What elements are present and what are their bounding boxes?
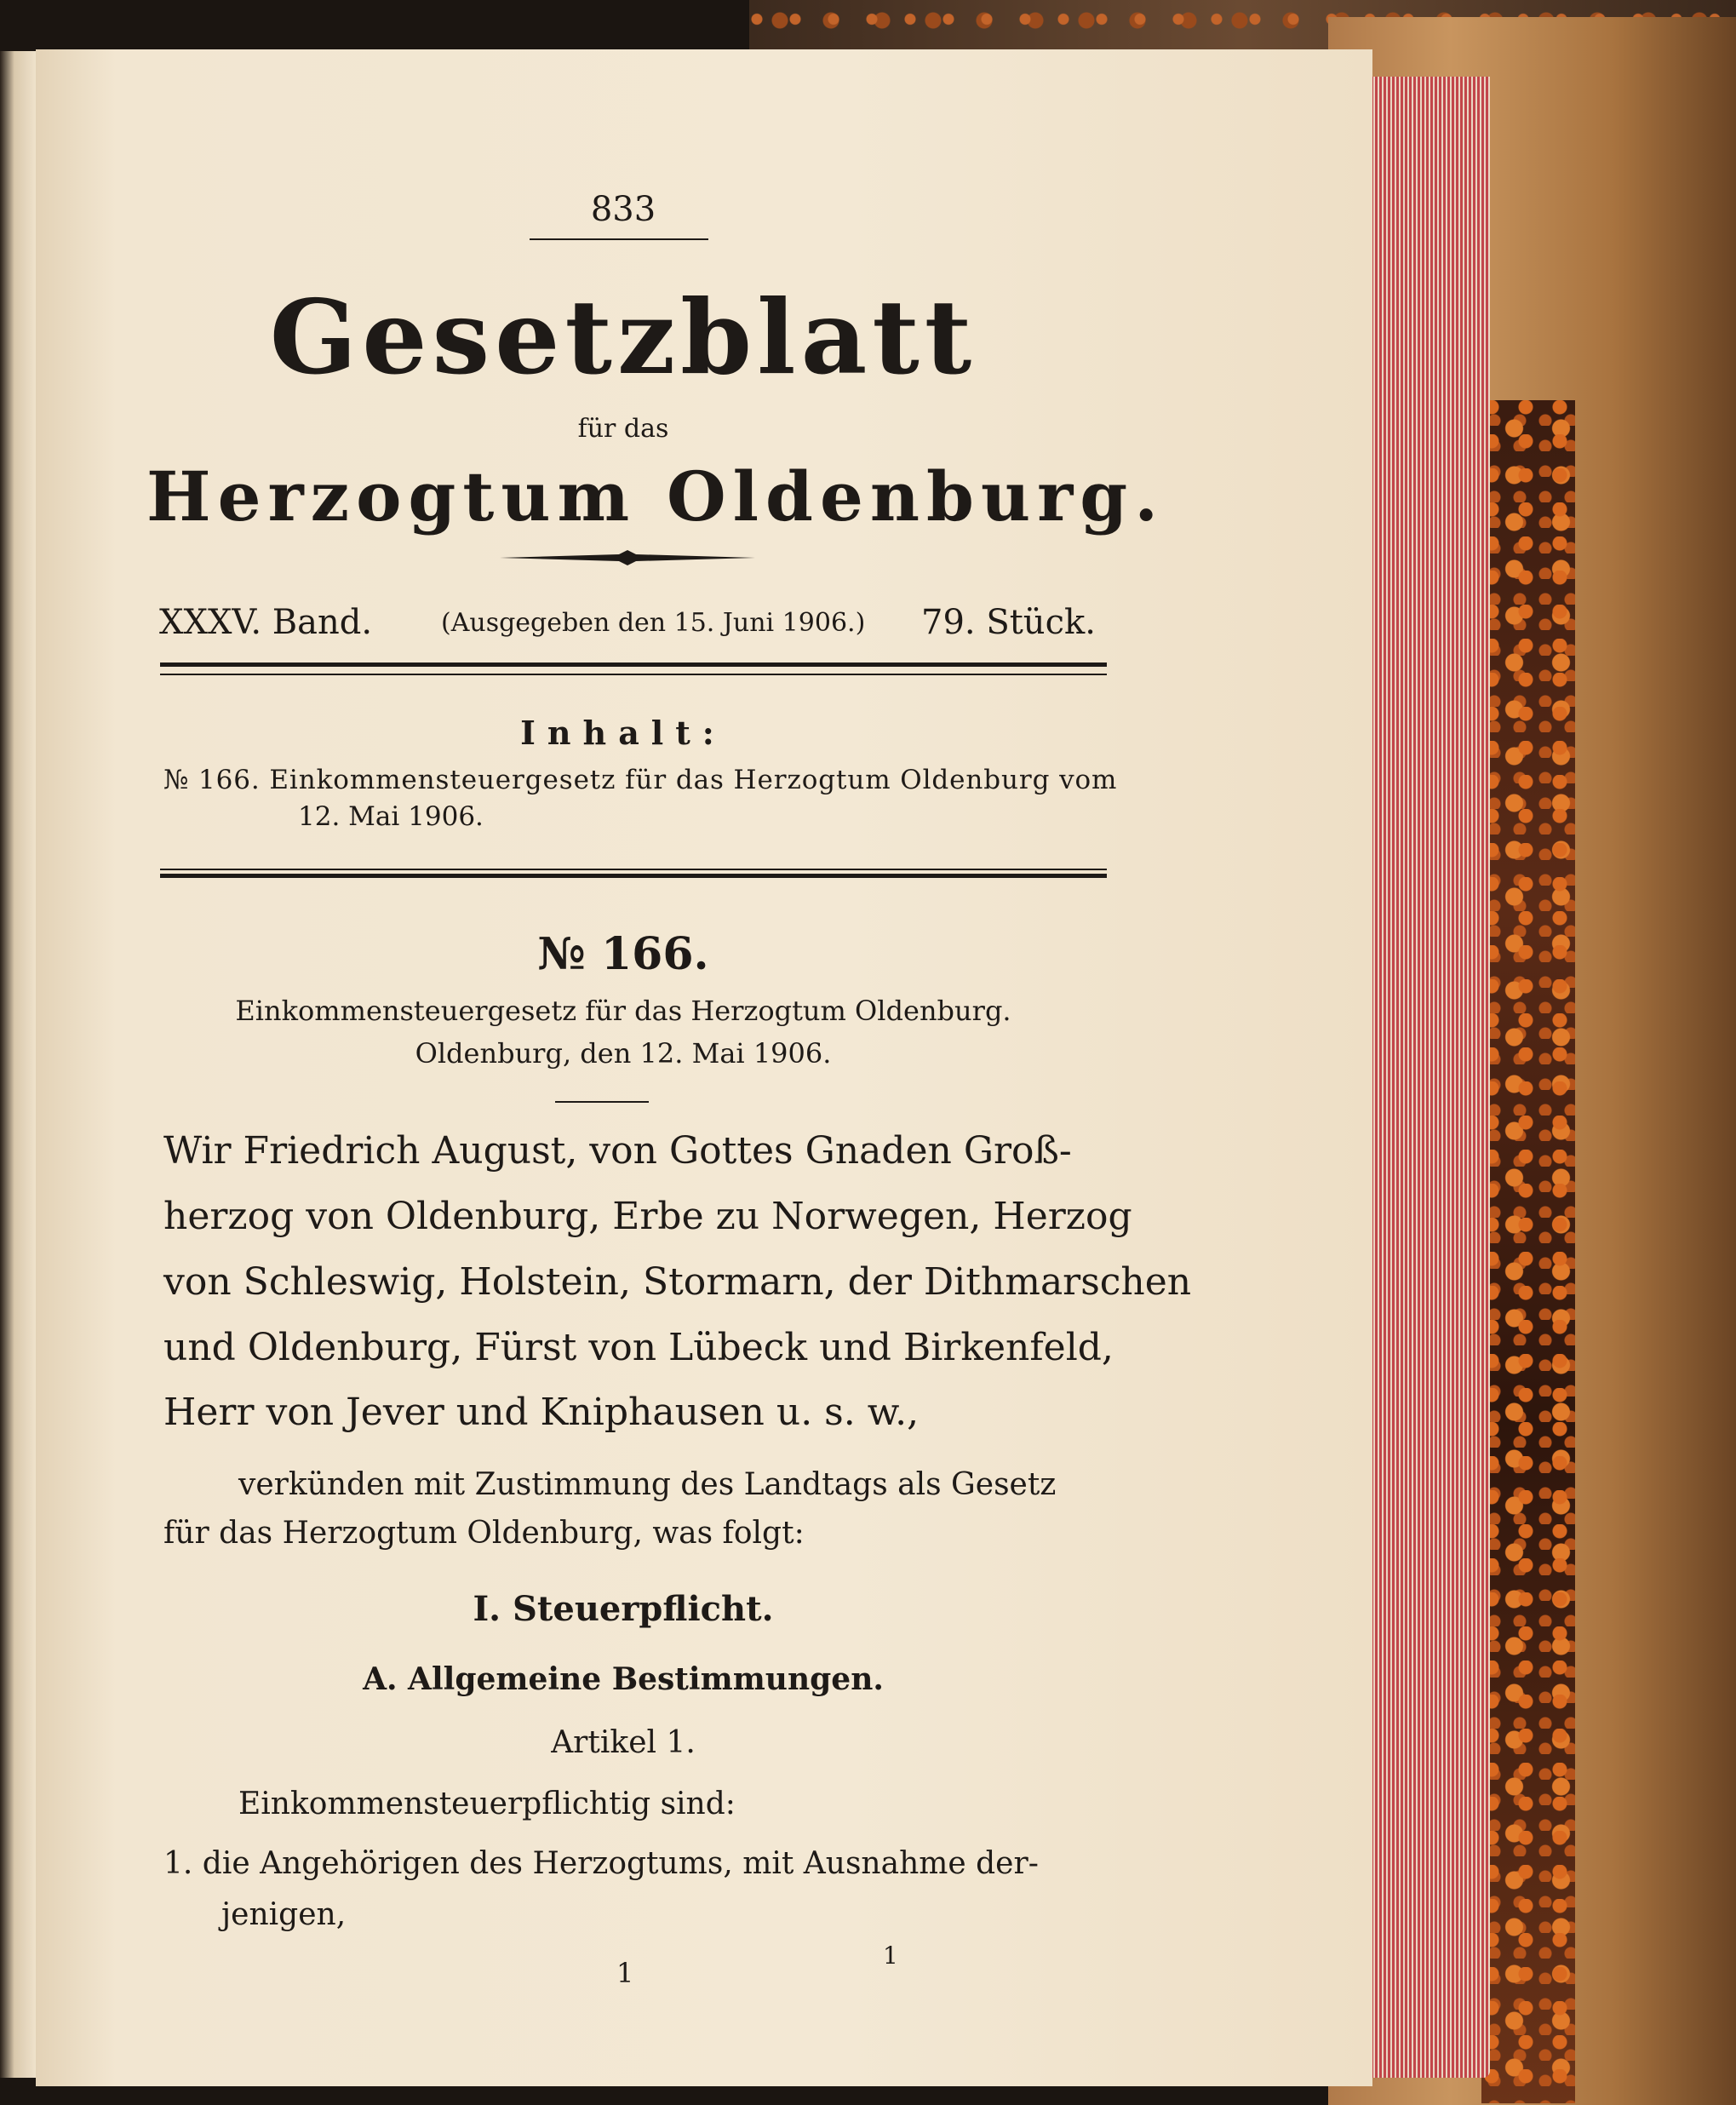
article-intro: Einkommensteuerpflichtig sind: <box>238 1787 736 1821</box>
previous-page-edge <box>0 51 36 2078</box>
contents-rule-thin <box>160 869 1107 870</box>
item1-line2: jenigen, <box>221 1897 347 1932</box>
article-heading: Artikel 1. <box>551 1725 696 1760</box>
preamble-line4: und Oldenburg, Fürst von Lübeck und Birkenfeld, <box>163 1326 1114 1369</box>
contents-entry-line2: 12. Mai 1906. <box>298 801 484 832</box>
page <box>36 49 1372 2086</box>
preamble-line3: von Schleswig, Holstein, Stormarn, der Dithmarschen <box>163 1260 1192 1304</box>
subsection-title: A. Allgemeine Bestimmungen. <box>363 1661 884 1697</box>
issue-rule-thin <box>160 674 1107 675</box>
preamble-line5: Herr von Jever und Kniphausen u. s. w., <box>163 1391 920 1434</box>
contents-entry-line1: № 166. Einkommensteuergesetz für das Herzogtum Oldenburg vom <box>163 765 1118 795</box>
issue-rule-thick <box>160 662 1107 667</box>
masthead-territory: Herzogtum Oldenburg. <box>146 456 1166 536</box>
masthead-for-the: für das <box>577 414 669 444</box>
law-place-date: Oldenburg, den 12. Mai 1906. <box>415 1037 832 1070</box>
masthead-title: Gesetzblatt <box>269 278 977 398</box>
page-number: 833 <box>590 190 656 229</box>
item1-line1: 1. die Angehörigen des Herzogtums, mit Ausnahme der- <box>163 1846 1039 1881</box>
preamble-line2: herzog von Oldenburg, Erbe zu Norwegen, Herzog <box>163 1195 1132 1238</box>
law-short-rule <box>555 1101 649 1103</box>
issue-date: (Ausgegeben den 15. Juni 1906.) <box>441 608 866 638</box>
page-number-rule <box>530 238 708 240</box>
page-edges <box>1362 77 1490 2078</box>
marbled-cover-side <box>1481 400 1575 2103</box>
decree-line2: für das Herzogtum Oldenburg, was folgt: <box>163 1516 805 1551</box>
contents-heading: Inhalt: <box>520 714 726 752</box>
preamble-line1: Wir Friedrich August, von Gottes Gnaden Groß- <box>163 1129 1072 1173</box>
ornament-divider <box>500 547 755 569</box>
decree-line1: verkünden mit Zustimmung des Landtags als Gesetz <box>238 1467 1057 1502</box>
sheet-mark: 1 <box>883 1942 898 1970</box>
issue-piece: 79. Stück. <box>921 603 1096 642</box>
signature-mark: 1 <box>616 1957 634 1989</box>
law-title: Einkommensteuergesetz für das Herzogtum Oldenburg. <box>235 995 1011 1027</box>
section-title: I. Steuerpflicht. <box>473 1589 774 1629</box>
issue-volume: XXXV. Band. <box>159 603 373 642</box>
law-number: № 166. <box>537 928 709 980</box>
contents-rule-thick <box>160 874 1107 878</box>
